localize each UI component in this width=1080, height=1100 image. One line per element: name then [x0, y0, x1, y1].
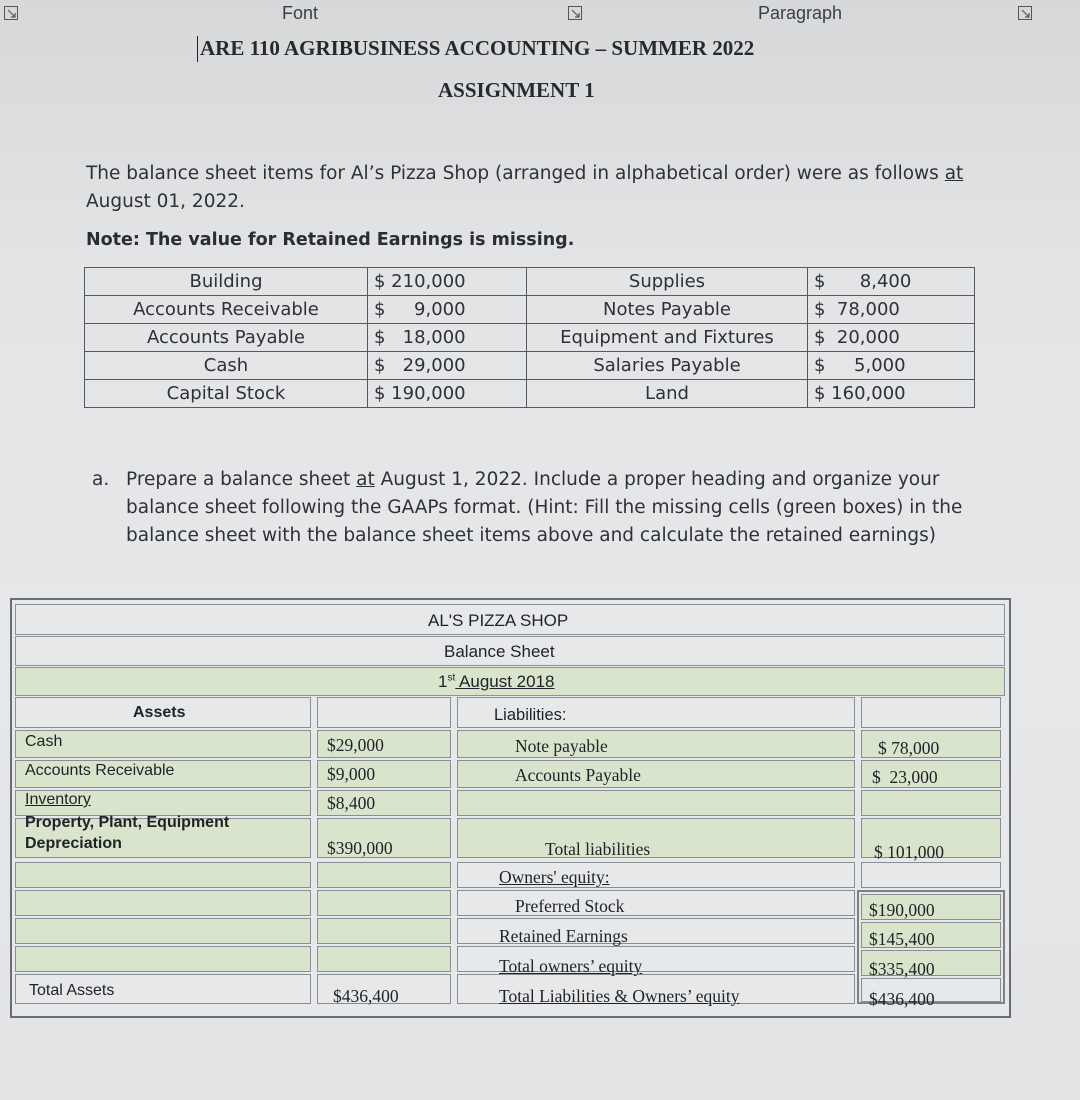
input-cell[interactable] [15, 918, 311, 944]
input-cell[interactable] [317, 862, 451, 888]
inventory-value: $8,400 [327, 793, 376, 813]
item-value: $ 29,000 [368, 352, 527, 380]
table-row [85, 352, 975, 380]
company-name: AL'S PIZZA SHOP [428, 611, 569, 630]
item-value: $ 20,000 [808, 324, 975, 352]
assignment-title: ASSIGNMENT 1 [438, 78, 595, 102]
retained-earnings-value: $145,400 [869, 929, 935, 949]
cash-label: Cash [25, 733, 63, 750]
cash-value: $29,000 [327, 735, 384, 755]
item-name: Land [527, 380, 808, 408]
input-cell[interactable] [457, 818, 855, 858]
document-title: ARE 110 AGRIBUSINESS ACCOUNTING – SUMMER 2022 [200, 36, 755, 60]
item-name: Cash [85, 352, 368, 380]
input-cell[interactable] [15, 862, 311, 888]
ppe-value: $390,000 [327, 838, 393, 858]
statement-date [438, 672, 555, 692]
cell [861, 862, 1001, 888]
paragraph-group-label: Paragraph [758, 3, 843, 23]
question-a [92, 466, 982, 550]
input-cell[interactable] [317, 890, 451, 916]
item-name: Equipment and Fixtures [527, 324, 808, 352]
input-cell[interactable] [317, 946, 451, 972]
inventory-label: Inventory [25, 791, 91, 808]
item-value: $ 5,000 [808, 352, 975, 380]
question-at: at [356, 469, 375, 490]
intro-text: The balance sheet items for Al’s Pizza Shop (arranged in alphabetical order) were as follows [86, 163, 939, 184]
accounts-payable-label: Accounts Payable [515, 765, 641, 785]
input-cell[interactable] [457, 790, 855, 816]
question-text-2: August 1, 2022. Include a proper heading and organize your balance sheet following the GAAPs format. (Hint: Fill the missing cells (green boxes) in the balance sheet with the balance sheet items above and calculate the retained earnings) [126, 469, 963, 546]
depreciation-label: Depreciation [25, 835, 122, 852]
item-value: $ 18,000 [368, 324, 527, 352]
item-name: Accounts Receivable [85, 296, 368, 324]
preferred-stock-value: $190,000 [869, 900, 935, 920]
item-value: $ 9,000 [368, 296, 527, 324]
item-value: $ 160,000 [808, 380, 975, 408]
assets-header: Assets [133, 704, 186, 721]
balance-items-table [84, 267, 975, 408]
balance-sheet [10, 598, 1011, 1018]
total-liabilities-value: $ 101,000 [874, 842, 944, 862]
total-liabilities-equity-label: Total Liabilities & Owners’ equity [499, 986, 740, 1006]
item-name: Supplies [527, 268, 808, 296]
font-group-label: Font [282, 3, 319, 23]
ribbon-bar [0, 0, 1080, 30]
question-text [126, 466, 982, 550]
question-text-1: Prepare a balance sheet [126, 469, 351, 490]
date-suffix: st [447, 672, 456, 684]
item-name: Accounts Payable [85, 324, 368, 352]
date-rest: August 2018 [455, 672, 555, 691]
owners-equity-label: Owners' equity: [499, 867, 610, 887]
input-cell[interactable] [15, 890, 311, 916]
item-value: $ 210,000 [368, 268, 527, 296]
cell [317, 697, 451, 728]
note-payable-value: $ 78,000 [878, 738, 940, 758]
table-row [85, 268, 975, 296]
accounts-receivable-value: $9,000 [327, 764, 376, 784]
input-cell[interactable] [15, 946, 311, 972]
statement-title: Balance Sheet [444, 642, 555, 661]
item-value: $ 8,400 [808, 268, 975, 296]
item-name: Building [85, 268, 368, 296]
date-day: 1 [438, 672, 448, 691]
item-name: Capital Stock [85, 380, 368, 408]
total-owners-equity-value: $335,400 [869, 959, 935, 979]
item-value: $ 78,000 [808, 296, 975, 324]
intro-paragraph [86, 160, 986, 216]
total-owners-equity-label: Total owners’ equity [499, 956, 643, 976]
total-assets-value: $436,400 [333, 986, 399, 1006]
item-name: Notes Payable [527, 296, 808, 324]
input-cell[interactable] [317, 918, 451, 944]
missing-value-note: Note: The value for Retained Earnings is missing. [86, 230, 575, 250]
item-name: Salaries Payable [527, 352, 808, 380]
table-row [85, 296, 975, 324]
ppe-label: Property, Plant, Equipment [25, 814, 230, 831]
dialog-launcher-icon[interactable] [4, 6, 18, 20]
cell [861, 697, 1001, 728]
note-payable-label: Note payable [515, 736, 608, 756]
table-row [85, 380, 975, 408]
liabilities-header: Liabilities: [494, 706, 567, 724]
item-value: $ 190,000 [368, 380, 527, 408]
intro-at: at [944, 163, 964, 184]
table-row [85, 324, 975, 352]
accounts-receivable-label: Accounts Receivable [25, 762, 175, 779]
total-liabilities-label: Total liabilities [545, 839, 651, 859]
total-liabilities-equity-value: $436,400 [869, 989, 935, 1009]
total-assets-label: Total Assets [29, 982, 115, 999]
font-dialog-launcher-icon[interactable] [568, 6, 582, 20]
retained-earnings-label: Retained Earnings [499, 926, 628, 946]
question-marker: a. [92, 469, 110, 490]
paragraph-dialog-launcher-icon[interactable] [1018, 6, 1032, 20]
accounts-payable-value: $ 23,000 [872, 767, 938, 787]
intro-date: August 01, 2022. [86, 191, 245, 212]
preferred-stock-label: Preferred Stock [515, 896, 625, 916]
input-cell[interactable] [861, 790, 1001, 816]
